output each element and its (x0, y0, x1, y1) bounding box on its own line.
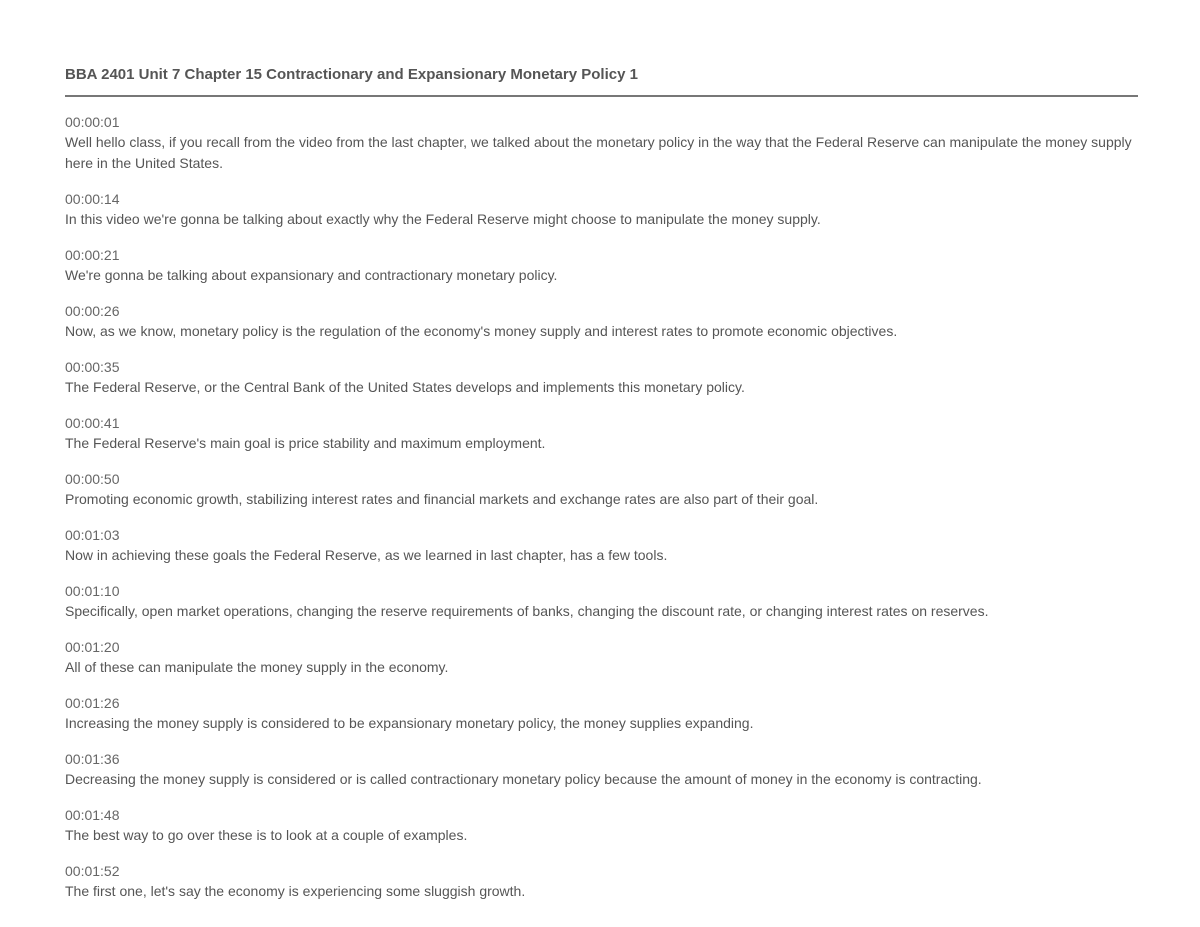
title-divider (65, 95, 1138, 97)
transcript-entry (65, 301, 1138, 342)
transcript-entries (65, 112, 1138, 917)
entry-text: Decreasing the money supply is considered or is called contractionary monetary policy because the amount of money in the economy is contracting. (65, 771, 982, 787)
entry-timestamp: 00:01:26 (65, 695, 120, 711)
transcript-entry (65, 581, 1138, 622)
entry-text: Now, as we know, monetary policy is the regulation of the economy's money supply and interest rates to promote economic objectives. (65, 323, 898, 339)
entry-text: Promoting economic growth, stabilizing interest rates and financial markets and exchange rates are also part of their goal. (65, 491, 819, 507)
entry-timestamp: 00:01:48 (65, 807, 120, 823)
transcript-entry (65, 469, 1138, 510)
entry-timestamp: 00:00:01 (65, 114, 120, 130)
transcript-entry (65, 112, 1138, 174)
entry-text: In this video we're gonna be talking about exactly why the Federal Reserve might choose to manipulate the money supply. (65, 211, 821, 227)
entry-text: The Federal Reserve, or the Central Bank of the United States develops and implements this monetary policy. (65, 379, 745, 395)
transcript-entry (65, 413, 1138, 454)
entry-text: We're gonna be talking about expansionary and contractionary monetary policy. (65, 267, 558, 283)
transcript-entry (65, 245, 1138, 286)
transcript-entry (65, 637, 1138, 678)
entry-timestamp: 00:01:20 (65, 639, 120, 655)
entry-text: The best way to go over these is to look at a couple of examples. (65, 827, 468, 843)
entry-timestamp: 00:01:36 (65, 751, 120, 767)
entry-text: Now in achieving these goals the Federal Reserve, as we learned in last chapter, has a few tools. (65, 547, 668, 563)
entry-text: Well hello class, if you recall from the video from the last chapter, we talked about the monetary policy in the way that the Federal Reserve can manipulate the money supply here in the United States. (65, 134, 1132, 171)
entry-timestamp: 00:01:52 (65, 863, 120, 879)
transcript-entry (65, 693, 1138, 734)
entry-text: The first one, let's say the economy is experiencing some sluggish growth. (65, 883, 526, 899)
entry-timestamp: 00:00:35 (65, 359, 120, 375)
transcript-entry (65, 189, 1138, 230)
entry-timestamp: 00:01:03 (65, 527, 120, 543)
document-title: BBA 2401 Unit 7 Chapter 15 Contractionary and Expansionary Monetary Policy 1 (65, 66, 638, 83)
entry-timestamp: 00:00:21 (65, 247, 120, 263)
transcript-entry (65, 805, 1138, 846)
entry-text: All of these can manipulate the money supply in the economy. (65, 659, 449, 675)
entry-text: The Federal Reserve's main goal is price stability and maximum employment. (65, 435, 546, 451)
transcript-entry (65, 861, 1138, 902)
entry-timestamp: 00:00:26 (65, 303, 120, 319)
entry-timestamp: 00:00:41 (65, 415, 120, 431)
entry-text: Specifically, open market operations, changing the reserve requirements of banks, changing the discount rate, or changing interest rates on reserves. (65, 603, 989, 619)
transcript-entry (65, 357, 1138, 398)
transcript-entry (65, 749, 1138, 790)
entry-timestamp: 00:00:14 (65, 191, 120, 207)
transcript-entry (65, 525, 1138, 566)
entry-text: Increasing the money supply is considered to be expansionary monetary policy, the money supplies expanding. (65, 715, 754, 731)
entry-timestamp: 00:00:50 (65, 471, 120, 487)
entry-timestamp: 00:01:10 (65, 583, 120, 599)
